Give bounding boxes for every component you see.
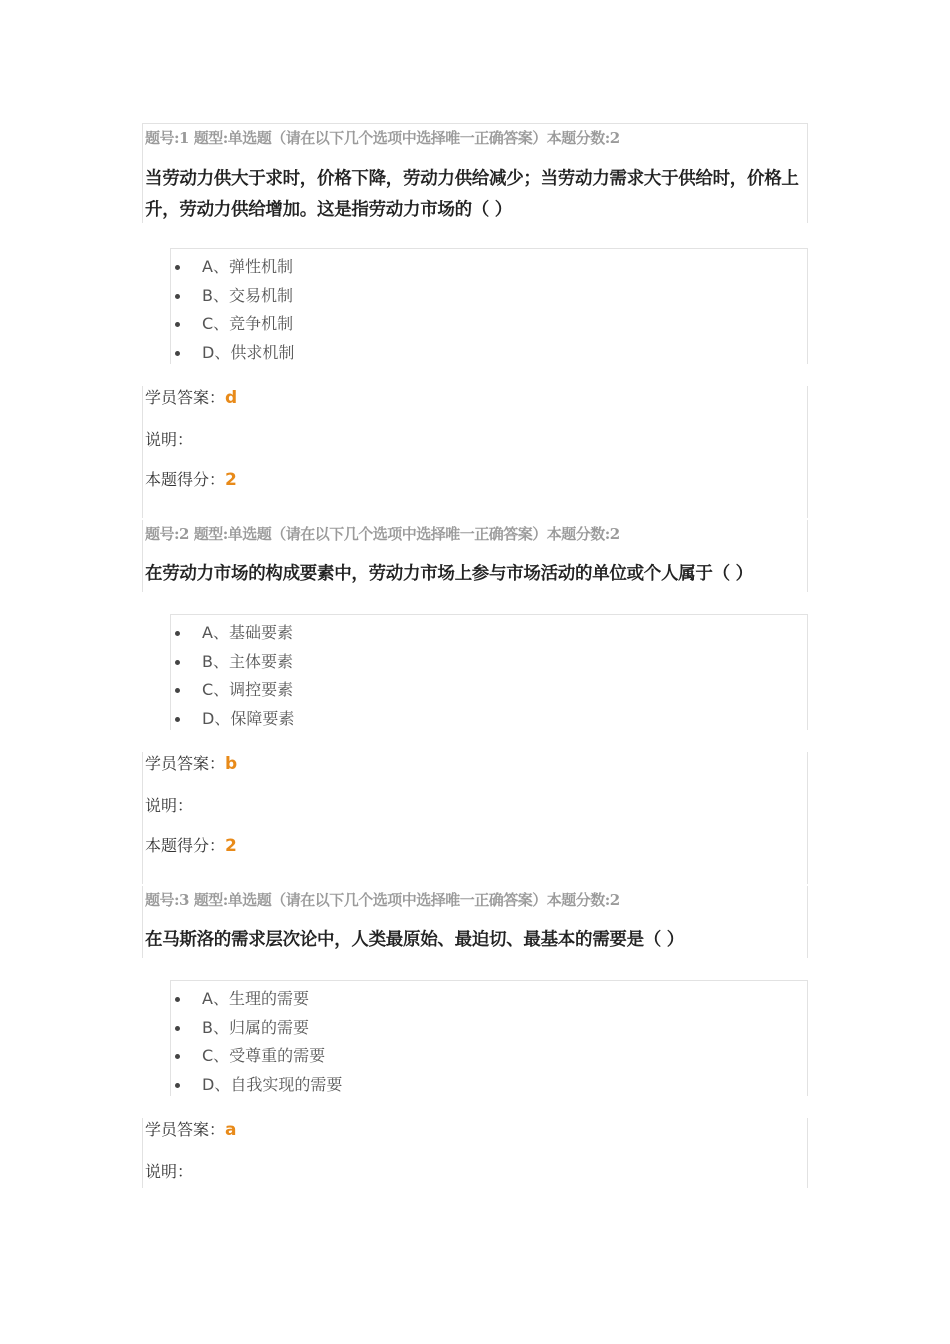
bullet-icon bbox=[175, 294, 180, 299]
answer-value: a bbox=[225, 1120, 237, 1140]
bullet-icon bbox=[175, 1054, 180, 1059]
question-text: 在马斯洛的需求层次论中，人类最原始、最迫切、最基本的需要是（ ） bbox=[145, 930, 684, 950]
bullet-icon bbox=[175, 717, 180, 722]
answer-value: d bbox=[225, 388, 238, 408]
note-label: 说明： bbox=[145, 796, 194, 815]
question-meta: 题号:2 题型:单选题（请在以下几个选项中选择唯一正确答案）本题分数:2 bbox=[145, 525, 620, 543]
question-2-options: A、基础要素 B、主体要素 C、调控要素 D、保障要素 bbox=[170, 614, 808, 730]
answer-value: b bbox=[225, 754, 238, 774]
bullet-icon bbox=[175, 1026, 180, 1031]
student-answer: 学员答案：b bbox=[145, 754, 238, 774]
note-label: 说明： bbox=[145, 430, 194, 449]
bullet-icon bbox=[175, 997, 180, 1002]
question-1-answer bbox=[142, 386, 808, 518]
student-answer: 学员答案：a bbox=[145, 1120, 237, 1140]
question-3-header bbox=[142, 886, 808, 958]
bullet-icon bbox=[175, 660, 180, 665]
bullet-icon bbox=[175, 351, 180, 356]
question-meta: 题号:3 题型:单选题（请在以下几个选项中选择唯一正确答案）本题分数:2 bbox=[145, 891, 620, 909]
score-row: 本题得分：2 bbox=[145, 836, 237, 856]
note-label: 说明： bbox=[145, 1162, 194, 1181]
question-text: 当劳动力供大于求时，价格下降，劳动力供给减少；当劳动力需求大于供给时，价格上升，劳动力供给增加。这是指劳动力市场的（ ） bbox=[145, 169, 799, 220]
bullet-icon bbox=[175, 322, 180, 327]
score-row: 本题得分：2 bbox=[145, 470, 237, 490]
bullet-icon bbox=[175, 688, 180, 693]
question-2-header bbox=[142, 520, 808, 592]
question-1-header bbox=[142, 123, 808, 223]
bullet-icon bbox=[175, 631, 180, 636]
question-3-options: A、生理的需要 B、归属的需要 C、受尊重的需要 D、自我实现的需要 bbox=[170, 980, 808, 1096]
question-3-answer bbox=[142, 1118, 808, 1188]
question-text: 在劳动力市场的构成要素中，劳动力市场上参与市场活动的单位或个人属于（ ） bbox=[145, 564, 753, 584]
bullet-icon bbox=[175, 1083, 180, 1088]
question-1-options: A、弹性机制 B、交易机制 C、竞争机制 D、供求机制 bbox=[170, 248, 808, 364]
question-2-answer bbox=[142, 752, 808, 884]
question-meta: 题号:1 题型:单选题（请在以下几个选项中选择唯一正确答案）本题分数:2 bbox=[145, 129, 620, 147]
bullet-icon bbox=[175, 265, 180, 270]
score-value: 2 bbox=[225, 470, 237, 490]
student-answer: 学员答案：d bbox=[145, 388, 238, 408]
score-value: 2 bbox=[225, 836, 237, 856]
